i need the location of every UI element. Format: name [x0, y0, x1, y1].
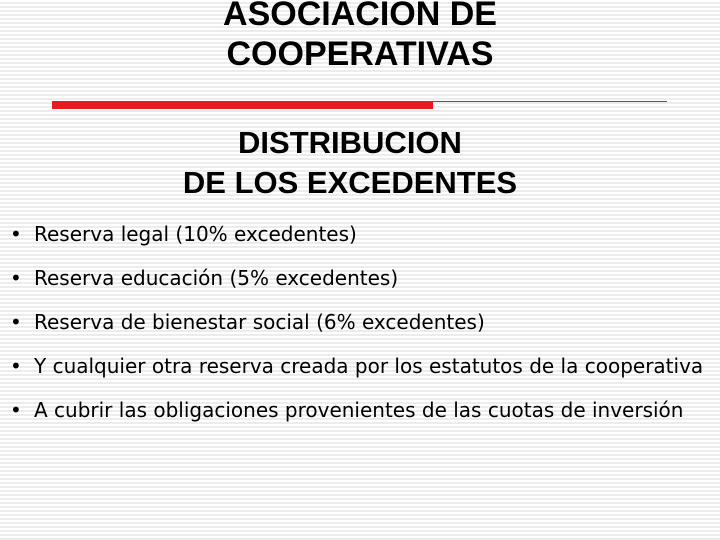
- slide-title: [60, 0, 660, 74]
- list-item: [0, 353, 710, 380]
- bullet-text: Y cualquier otra reserva creada por los estatutos de la cooperativa: [34, 354, 704, 378]
- slide-title-line-2: COOPERATIVAS: [226, 35, 494, 73]
- slide-subtitle-line-2: DE LOS EXCEDENTES: [182, 165, 518, 200]
- list-item: [0, 265, 710, 292]
- bullet-icon: •: [10, 398, 22, 422]
- title-divider-thin: [433, 101, 667, 102]
- list-item: [0, 309, 710, 336]
- list-item: [0, 221, 710, 248]
- bullet-icon: •: [10, 266, 22, 290]
- bullet-icon: •: [10, 310, 22, 334]
- slide-subtitle-line-1: DISTRIBUCION: [238, 125, 462, 160]
- slide-title-line-1: ASOCIACION DE: [223, 0, 497, 33]
- bullet-icon: •: [10, 354, 22, 378]
- bullet-icon: •: [10, 222, 22, 246]
- list-item: [0, 397, 710, 424]
- title-divider: [52, 99, 668, 109]
- bullet-text: Reserva legal (10% excedentes): [34, 222, 357, 246]
- slide-subtitle: [80, 123, 620, 203]
- bullet-text: Reserva educación (5% excedentes): [34, 266, 399, 290]
- bullet-text: A cubrir las obligaciones provenientes de las cuotas de inversión: [34, 398, 684, 422]
- bullet-text: Reserva de bienestar social (6% excedentes): [34, 310, 485, 334]
- title-divider-thick: [52, 101, 433, 109]
- bullet-list: [0, 221, 710, 441]
